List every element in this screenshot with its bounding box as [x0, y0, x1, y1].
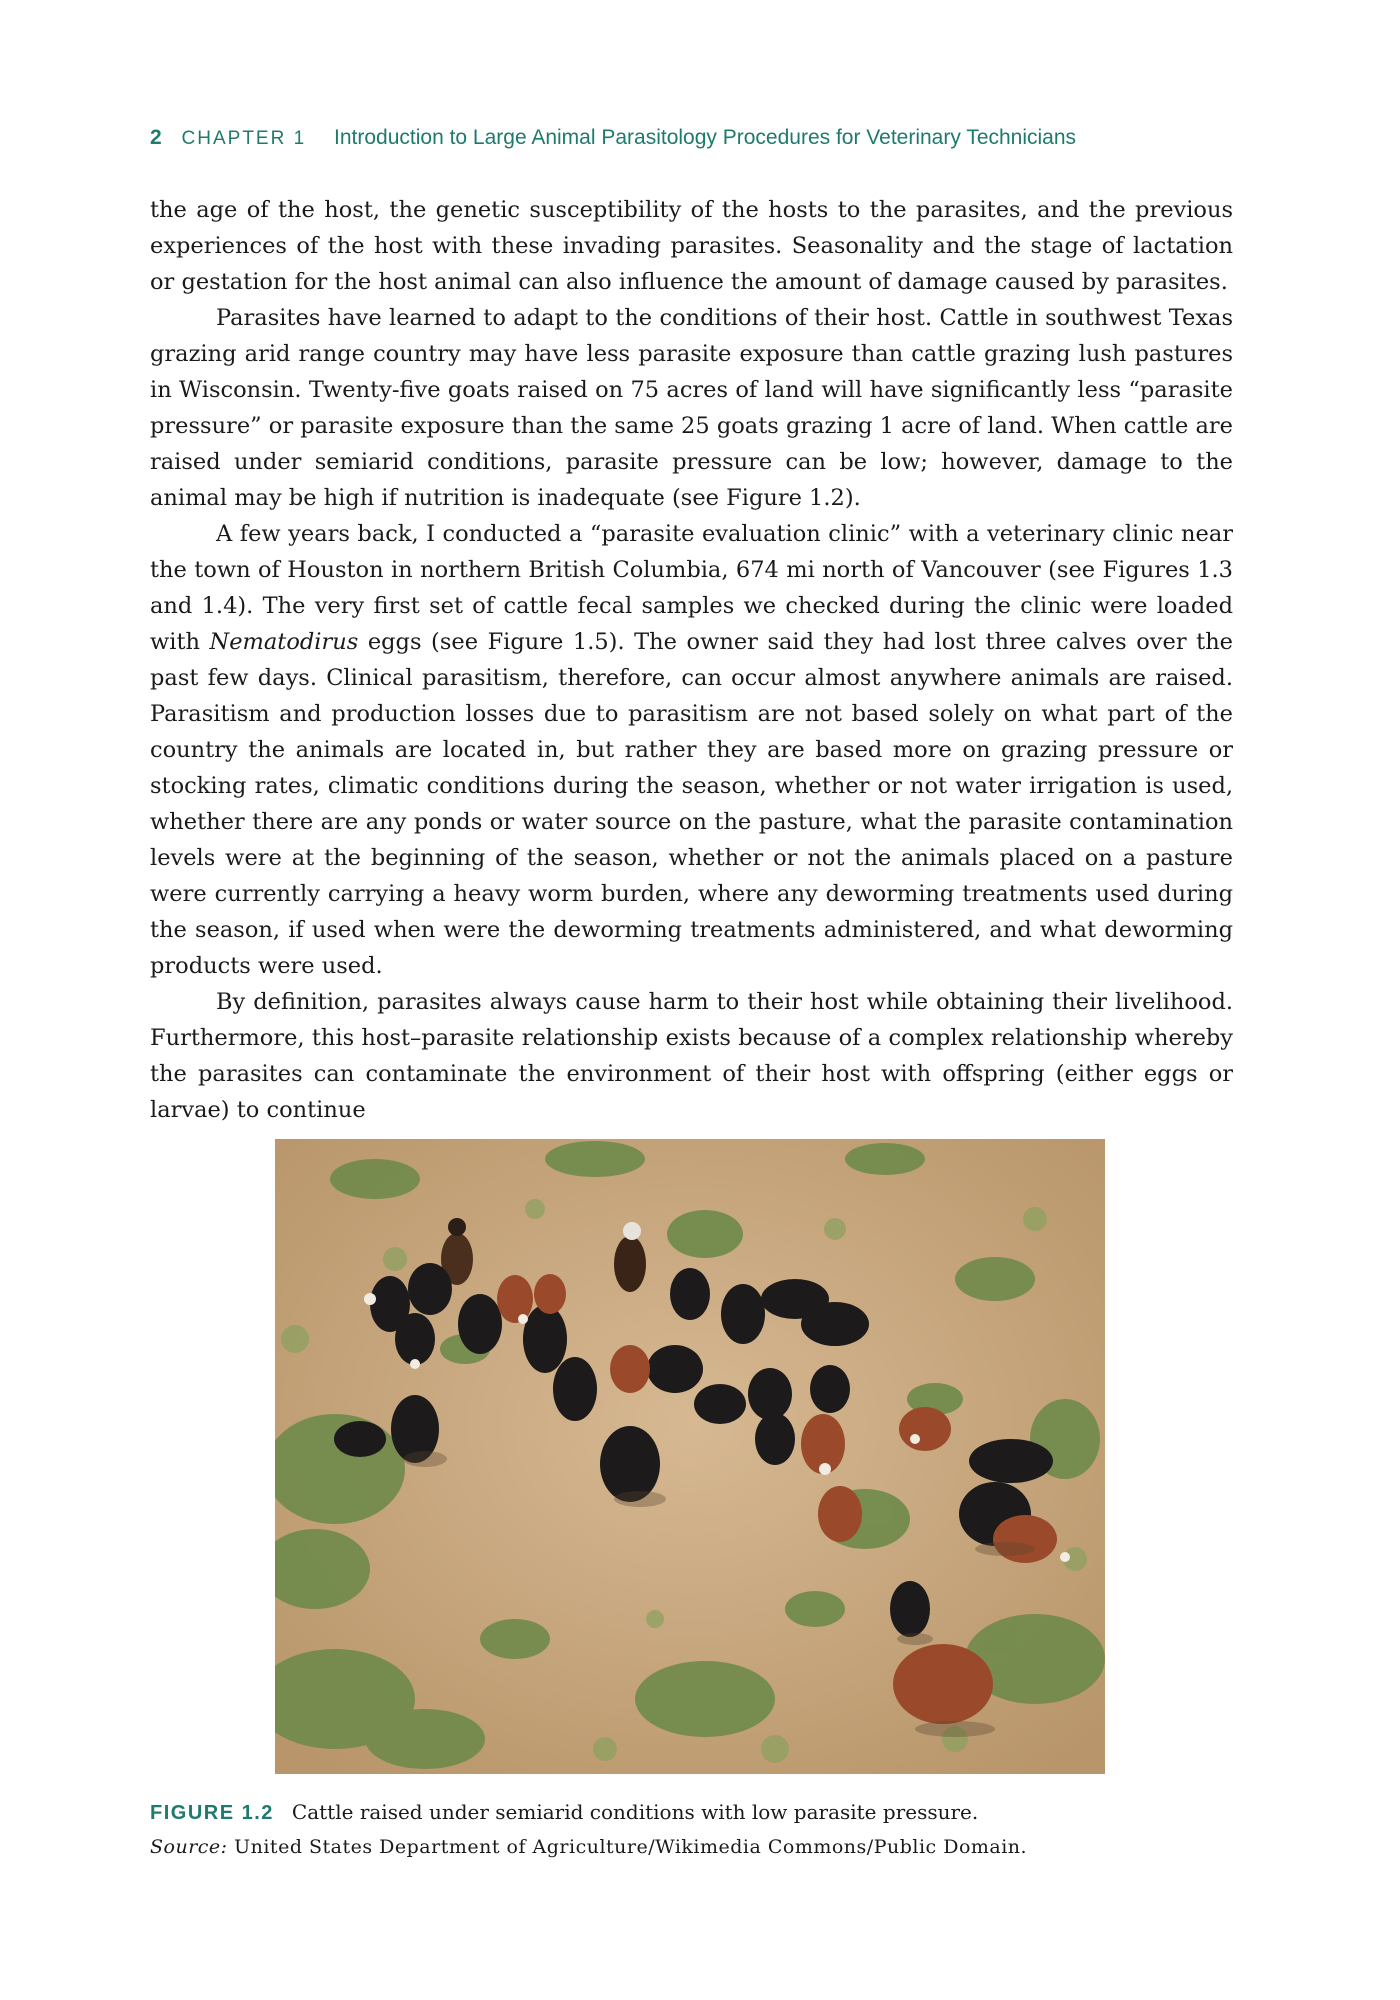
caption-line [150, 1795, 1233, 1830]
genus-name: Nematodirus [209, 629, 359, 655]
caption-text: Cattle raised under semiarid conditions with low parasite pressure. [291, 1800, 979, 1824]
paragraph-3-start: A few years back, I conducted a “parasite evaluation clinic” with a veterinary clinic near the town of Houston in northern British Columbia, 674 mi north of Vancouver (see Figures 1.3 and 1.4). The very first set of cattle fecal samples we checked during the clinic were loaded with [150, 521, 1233, 655]
paragraph-4: By definition, parasites always cause harm to their host while obtaining their livelihood. Furthermore, this host–parasite relationship exists because of a complex relationship whereby the parasites can contaminate the environment of their host with offspring (either eggs or larvae) to continue [150, 989, 1233, 1123]
paragraph-1: the age of the host, the genetic susceptibility of the hosts to the parasites, and the previous experiences of the host with these invading parasites. Seasonality and the stage of lactation or gestation for the host animal can also influence the amount of damage caused by parasites. [150, 197, 1233, 295]
page-number: 2 [150, 126, 162, 149]
paragraph-2: Parasites have learned to adapt to the conditions of their host. Cattle in southwest Texas grazing arid range country may have less parasite exposure than cattle grazing lush pastures in Wisconsin. Twenty-five goats raised on 75 acres of land will have significantly less “parasite pressure” or parasite exposure than the same 25 goats grazing 1 acre of land. When cattle are raised under semiarid conditions, parasite pressure can be low; however, damage to the animal may be high if nutrition is inadequate (see Figure 1.2). [150, 305, 1233, 511]
figure-caption [150, 1795, 1233, 1864]
source-label: Source: [150, 1836, 228, 1858]
running-head [150, 126, 1076, 150]
figure-photo [275, 1139, 1105, 1774]
figure-source [150, 1830, 1233, 1864]
paragraph-3-end: eggs (see Figure 1.5). The owner said they had lost three calves over the past few days. Clinical parasitism, therefore, can occur almost anywhere animals are raised. Parasitism and production losses due to parasitism are not based solely on what part of the country the animals are located in, but rather they are based more on grazing pressure or stocking rates, climatic conditions during the season, whether or not water irrigation is used, whether there are any ponds or water source on the pasture, what the parasite contamination levels were at the beginning of the season, whether or not the animals placed on a pasture were currently carrying a heavy worm burden, where any deworming treatments used during the season, if used when were the deworming treatments administered, and what deworming products were used. [150, 629, 1233, 979]
body-text [150, 192, 1233, 1128]
chapter-title: Introduction to Large Animal Parasitology Procedures for Veterinary Technicians [334, 126, 1077, 149]
figure-label: FIGURE 1.2 [150, 1802, 274, 1824]
cattle-range-photo [275, 1139, 1105, 1774]
paragraph-3 [150, 516, 1233, 984]
chapter-label: CHAPTER 1 [181, 128, 307, 149]
source-text: United States Department of Agriculture/Wikimedia Commons/Public Domain. [234, 1836, 1028, 1858]
